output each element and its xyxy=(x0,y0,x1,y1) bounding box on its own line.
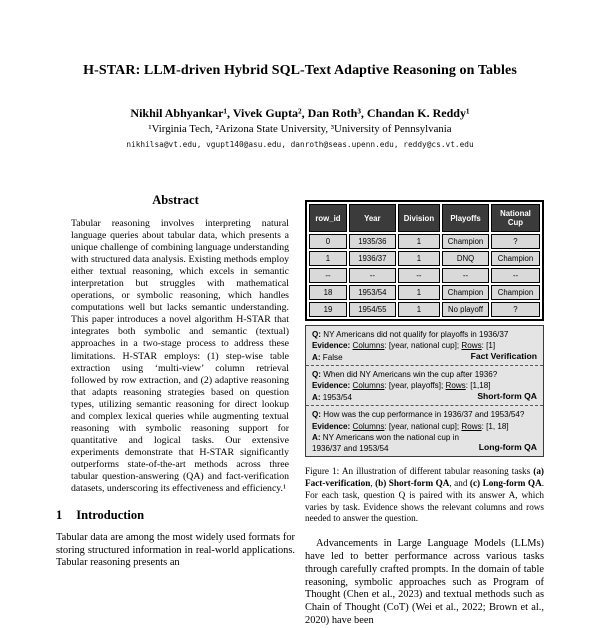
affiliations-line: ¹Virginia Tech, ²Arizona State University, ³University of Pennsylvania xyxy=(148,123,452,135)
a-text: NY Americans won the national cup in 1936/37 and 1953/54 xyxy=(312,432,459,453)
rows-label: Rows xyxy=(461,341,482,351)
table-cell: -- xyxy=(349,268,396,283)
table-header-cell: row_id xyxy=(309,204,347,232)
table-cell: 1953/54 xyxy=(349,285,396,300)
table-cell: 1 xyxy=(398,251,440,266)
right-column xyxy=(305,193,544,628)
rows-value: : [1,18] xyxy=(465,381,491,391)
table-cell: ? xyxy=(491,234,540,249)
evidence-label: Evidence: xyxy=(312,421,351,431)
table-cell: ? xyxy=(491,302,540,317)
table-cell: Champion xyxy=(442,234,489,249)
table-row xyxy=(309,302,540,317)
left-column xyxy=(56,193,295,628)
table-header-cell: National Cup xyxy=(491,204,540,232)
a-label: A: xyxy=(312,432,321,442)
question-line xyxy=(312,369,537,380)
abstract-heading: Abstract xyxy=(152,193,199,207)
evidence-line xyxy=(312,421,537,432)
figure-caption xyxy=(305,466,544,525)
section-title: Introduction xyxy=(76,508,145,523)
columns-label: Columns xyxy=(352,421,385,431)
qa-section-fact-verification xyxy=(306,326,543,365)
columns-label: Columns xyxy=(352,381,385,391)
q-label: Q: xyxy=(312,330,321,339)
page-title: H-STAR: LLM-driven Hybrid SQL-Text Adaptive Reasoning on Tables xyxy=(83,63,517,78)
table-cell: 1 xyxy=(309,251,347,266)
table-header-row xyxy=(309,204,540,232)
table-cell: Champion xyxy=(491,251,540,266)
abstract-text: Tabular reasoning involves interpreting natural language queries about tabular data, which presents a unique challenge of combining language understanding with structured data analysis. Existing methods employ either textual reasoning, which excels in semantic interpretation but struggles with mathematical operations, or symbolic reasoning, which handles computations well but lacks semantic understanding. This paper introduces a novel algorithm H-STAR that integrates both symbolic and semantic (textual) approaches in a two-stage process to address these limitations. H-STAR employs: (1) step-wise table extraction using ‘multi-view’ column retrieval followed by row extraction, and (2) adaptive reasoning that adapts reasoning strategies based on question types, utilizing semantic reasoning for direct lookup and complex lexical queries while augmenting textual reasoning with symbolic reasoning support for quantitative and logical tasks. Our extensive experiments demonstrate that H-STAR significantly outperforms state-of-the-art methods across three tabular question-answering (QA) and fact-verification datasets, underscoring its effectiveness and efficiency.¹ xyxy=(71,218,289,495)
caption-segment-bold: (b) Short-form QA xyxy=(375,477,450,488)
task-tag: Short-form QA xyxy=(477,391,537,402)
emails-line: nikhilsa@vt.edu, vgupt140@asu.edu, danroth@seas.upenn.edu, reddy@cs.vt.edu xyxy=(126,140,474,149)
table-cell: 1 xyxy=(398,302,440,317)
table-cell: 1954/55 xyxy=(349,302,396,317)
rows-value: : [1] xyxy=(481,341,496,351)
table-cell: 1935/36 xyxy=(349,234,396,249)
authors-line: Nikhil Abhyankar¹, Vivek Gupta², Dan Roth³, Chandan K. Reddy¹ xyxy=(130,106,470,120)
rows-label: Rows xyxy=(445,381,466,391)
section-heading-introduction xyxy=(56,508,295,523)
columns-value: : [year, national cup]; xyxy=(384,341,462,351)
caption-segment: , and xyxy=(449,477,470,488)
caption-segment: , xyxy=(370,477,376,488)
caption-segment-bold: (a) Fact-verification xyxy=(305,465,544,488)
table-cell: DNQ xyxy=(442,251,489,266)
intro-paragraph-right: Advancements in Large Language Models (LLMs) have led to better performance across various tasks through carefully crafted prompts. In the domain of table reasoning, symbolic approaches such as Program of Thought (Chen et al., 2023) and textual methods such as Chain of Thought (CoT) (Wei et al., 2022; Brown et al., 2020) have been xyxy=(305,538,544,627)
caption-segment: . For each task, question Q is paired with its answer A, which varies by task. Evidence shows the relevant columns and rows needed to answer the question. xyxy=(305,477,544,524)
evidence-line xyxy=(312,340,537,351)
qa-section-short-form-qa xyxy=(306,365,543,405)
table-cell: 1 xyxy=(398,285,440,300)
table-cell: -- xyxy=(309,268,347,283)
intro-paragraph-left: Tabular data are among the most widely used formats for storing structured information in real-world applications. Tabular reasoning presents an xyxy=(56,532,295,569)
rows-value: : [1, 18] xyxy=(481,421,509,431)
q-text: When did NY Americans win the cup after 1936? xyxy=(323,370,498,380)
figure-1 xyxy=(305,200,544,525)
table-cell: 1 xyxy=(398,234,440,249)
table-header-cell: Playoffs xyxy=(442,204,489,232)
table-row xyxy=(309,268,540,283)
question-line xyxy=(312,329,537,340)
qa-examples-box xyxy=(305,325,544,457)
table-cell: 1936/37 xyxy=(349,251,396,266)
answer-line xyxy=(312,432,537,454)
columns-value: : [year, national cup]; xyxy=(384,421,462,431)
table-row xyxy=(309,285,540,300)
evidence-line xyxy=(312,380,537,391)
table-cell: -- xyxy=(398,268,440,283)
answer-line xyxy=(312,351,537,363)
a-label: A: xyxy=(312,353,321,363)
q-label: Q: xyxy=(312,370,321,380)
rows-label: Rows xyxy=(461,421,482,431)
figure-data-table xyxy=(305,200,544,321)
evidence-label: Evidence: xyxy=(312,341,351,351)
task-tag: Fact Verification xyxy=(470,351,537,362)
table-header-cell: Division xyxy=(398,204,440,232)
a-text: 1953/54 xyxy=(322,393,353,403)
table-cell: 18 xyxy=(309,285,347,300)
table-cell: -- xyxy=(491,268,540,283)
qa-section-long-form-qa xyxy=(306,405,543,456)
table-cell: Champion xyxy=(491,285,540,300)
table-cell: No playoff xyxy=(442,302,489,317)
table-row xyxy=(309,234,540,249)
task-tag: Long-form QA xyxy=(478,442,537,453)
q-label: Q: xyxy=(312,410,321,420)
question-line xyxy=(312,409,537,420)
table-cell: 19 xyxy=(309,302,347,317)
columns-value: : [year, playoffs]; xyxy=(384,381,446,391)
caption-segment: Figure 1: An illustration of different tabular reasoning tasks xyxy=(305,465,534,476)
a-text: False xyxy=(322,353,343,363)
evidence-label: Evidence: xyxy=(312,381,351,391)
columns-label: Columns xyxy=(352,341,385,351)
q-text: NY Americans did not qualify for playoffs in 1936/37 xyxy=(323,330,509,339)
a-label: A: xyxy=(312,393,321,403)
table-cell: 0 xyxy=(309,234,347,249)
two-column-layout xyxy=(0,193,600,628)
table-cell: Champion xyxy=(442,285,489,300)
table-header-cell: Year xyxy=(349,204,396,232)
table-row xyxy=(309,251,540,266)
q-text: How was the cup performance in 1936/37 and 1953/54? xyxy=(323,410,525,420)
answer-line xyxy=(312,391,537,403)
table-cell: -- xyxy=(442,268,489,283)
section-number: 1 xyxy=(56,508,63,523)
caption-segment-bold: (c) Long-form QA xyxy=(469,477,542,488)
